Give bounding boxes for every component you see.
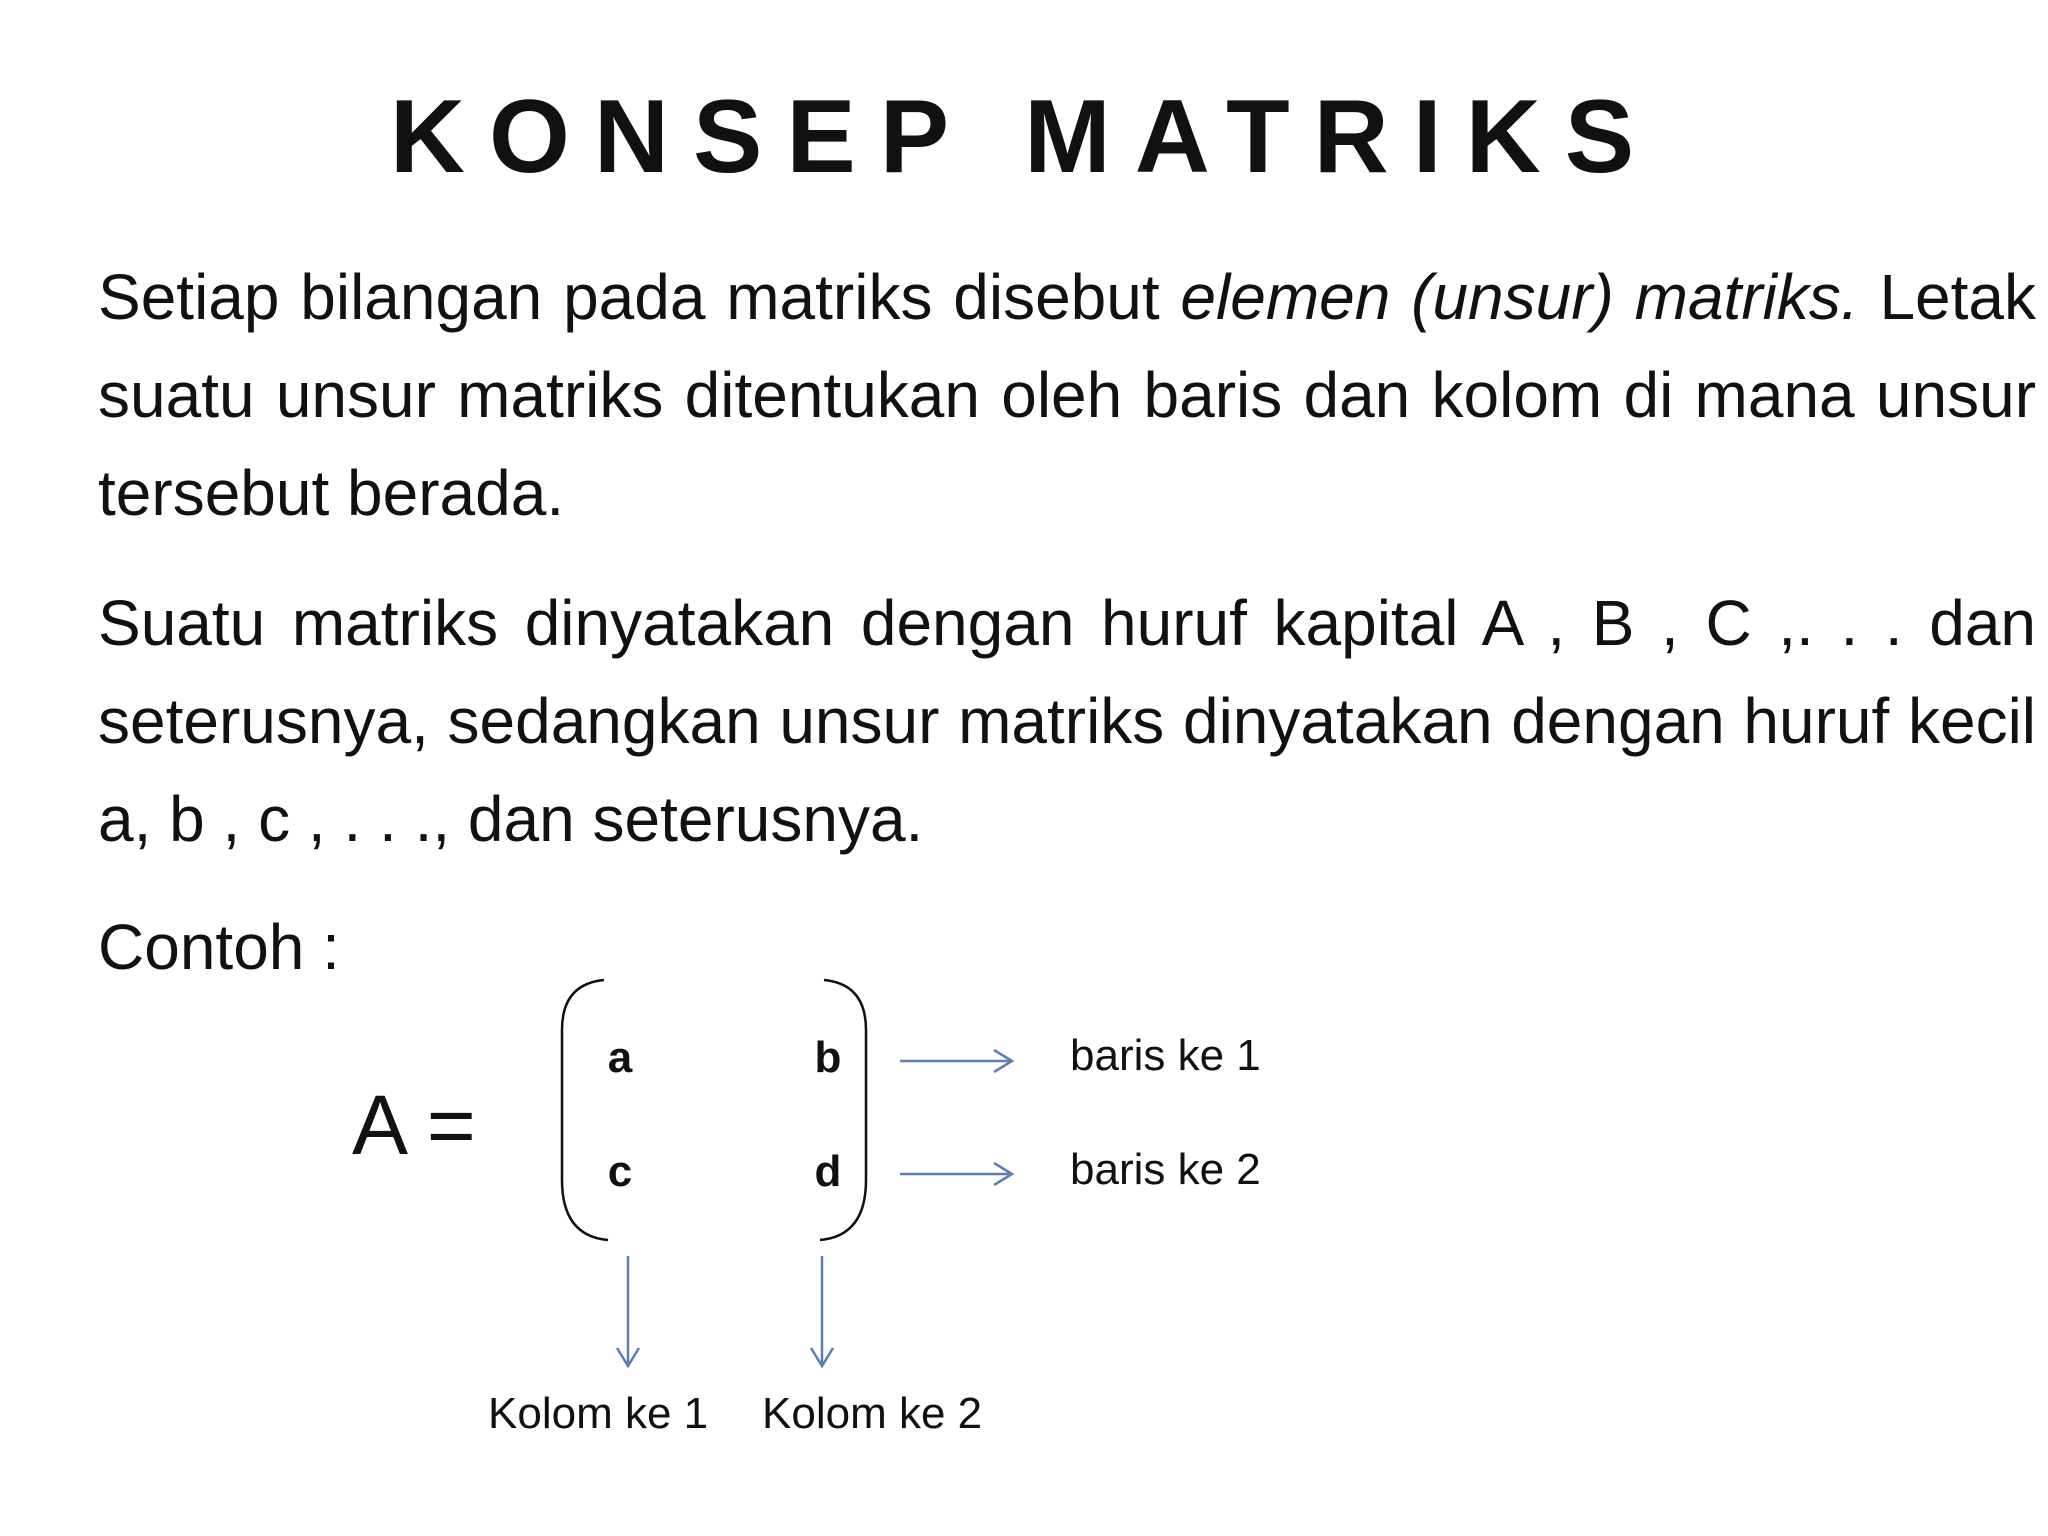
matrix-name-label: A = (352, 1078, 476, 1172)
column-arrow-2 (811, 1256, 833, 1366)
row-arrow-2 (900, 1163, 1012, 1185)
row-label-2: baris ke 2 (1070, 1145, 1261, 1194)
matrix-element-b: b (814, 1033, 842, 1082)
matrix-element-d: d (814, 1147, 842, 1196)
column-arrow-1 (617, 1256, 639, 1366)
matrix-element-c: c (607, 1147, 633, 1196)
column-label-1: Kolom ke 1 (488, 1389, 709, 1438)
paragraph1-text-start: Setiap bilangan pada matriks disebut (98, 261, 1181, 333)
paragraph1-term: elemen (unsur) matriks. (1180, 261, 1859, 333)
paragraph1-text-end: Letak suatu unsur matriks ditentukan oleh baris dan kolom di mana unsur tersebut berada. (98, 261, 2036, 529)
slide-title: KONSEP MATRIKS (389, 79, 1659, 195)
row-arrow-1 (900, 1050, 1012, 1072)
matrix-element-a: a (607, 1033, 633, 1082)
row-label-1: baris ke 1 (1070, 1031, 1261, 1080)
column-label-2: Kolom ke 2 (762, 1389, 983, 1438)
paragraph-notation: Suatu matriks dinyatakan dengan huruf kapital A , B , C ,. . . dan seterusnya, sedangkan unsur matriks dinyatakan dengan huruf kecil a, b , c , . . ., dan seterusnya. (98, 587, 2036, 855)
example-label: Contoh : (98, 911, 340, 983)
